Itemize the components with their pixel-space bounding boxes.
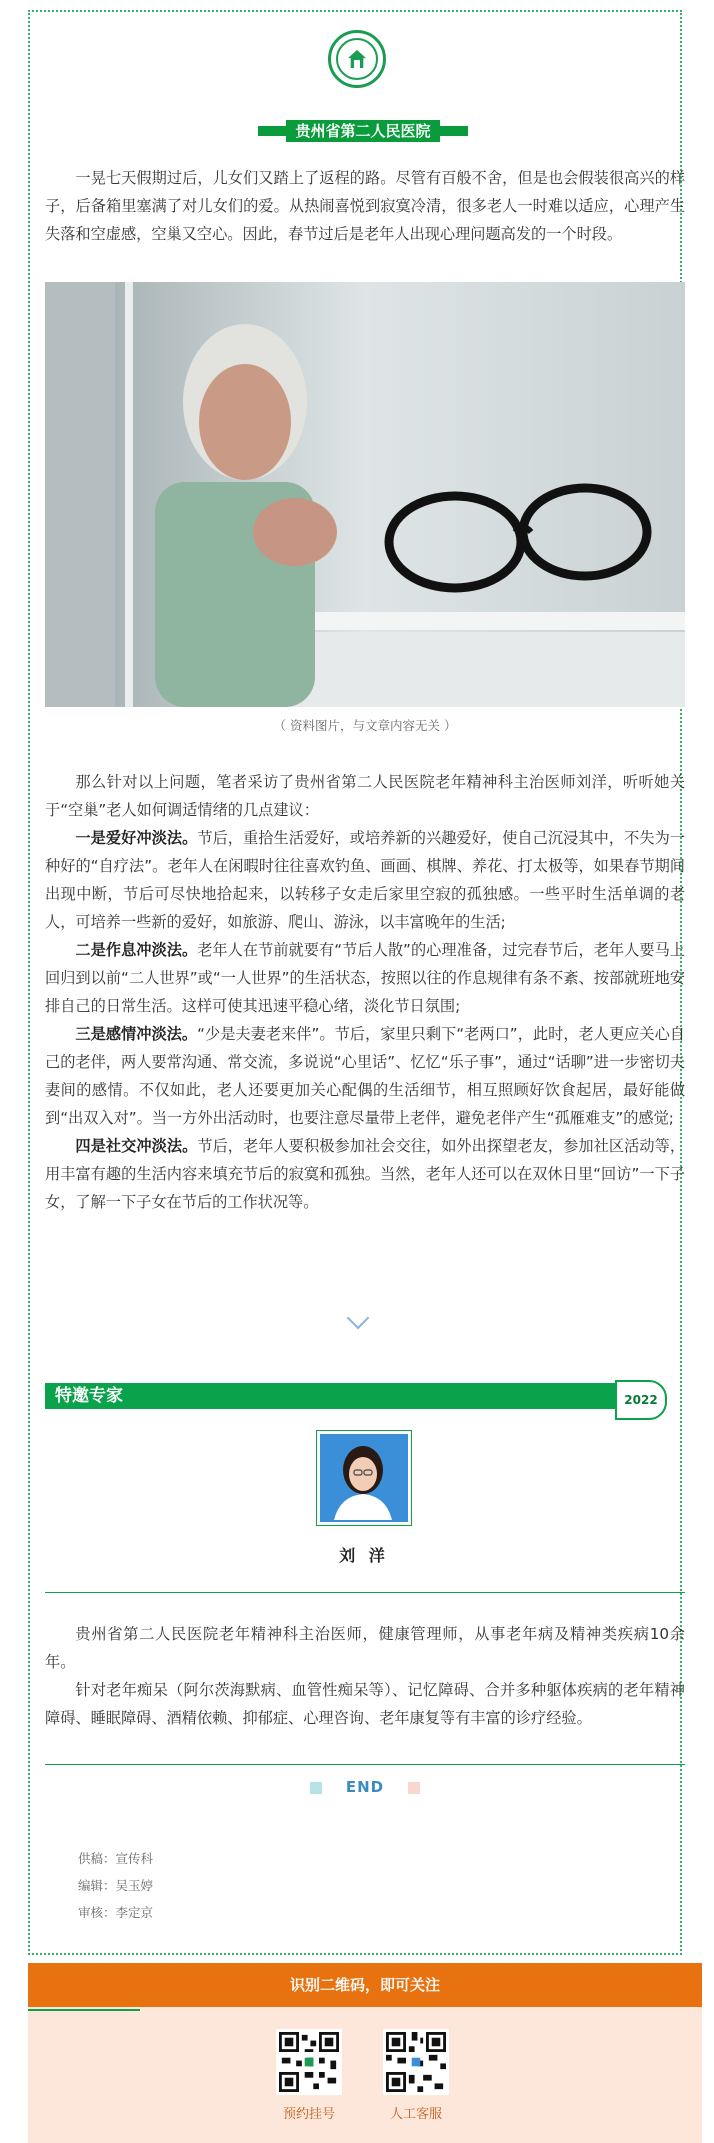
end-marker: [45, 1778, 685, 1802]
bio-paragraph-1: 贵州省第二人民医院老年精神科主治医师，健康管理师，从事老年病及精神类疾病10余年。: [45, 1625, 685, 1671]
tip-1-title: 一是爱好冲淡法。: [75, 829, 198, 847]
expert-bar-fill: [45, 1383, 625, 1409]
intro-paragraph: [45, 164, 685, 248]
expert-portrait: [320, 1434, 406, 1520]
tip-2: [45, 936, 685, 1020]
end-label: END: [345, 1778, 385, 1796]
article-body: [45, 768, 685, 1216]
bio-divider-top: [45, 1592, 685, 1593]
expert-section-label: 特邀专家: [55, 1386, 123, 1406]
expert-avatar-frame: [316, 1430, 412, 1526]
credits: [78, 1845, 153, 1926]
footer-accent-line: [28, 2009, 140, 2011]
footer-qr-area: [28, 2007, 702, 2143]
tip-3: [45, 1020, 685, 1132]
article-lead: 那么针对以上问题，笔者采访了贵州省第二人民医院老年精神科主治医师刘洋，听听她关于“空巢”老人如何调适情绪的几点建议：: [45, 773, 685, 819]
tip-1-text: 节后，重拾生活爱好，或培养新的兴趣爱好，使自己沉浸其中，不失为一种好的“自疗法”。老年人在闲暇时往往喜欢钓鱼、画画、棋牌、养花、打太极等，如果春节期间出现中断，节后可尽快地拾起来，以转移子女走后家里空寂的孤独感。一些平时生活单调的老人，可培养一些新的爱好，如旅游、爬山、游泳，以丰富晚年的生活;: [45, 829, 686, 931]
tip-2-text: 老年人在节前就要有“节后人散”的心理准备，过完春节后，老年人要马上回归到以前“二人世界”或“一人世界”的生活状态，按照以往的作息规律有条不紊、按部就班地安排自己的日常生活。这样可使其迅速平稳心绪，淡化节日氛围;: [45, 941, 685, 1015]
qr-right-label: 人工客服: [389, 2107, 442, 2122]
intro-text: 一晃七天假期过后，儿女们又踏上了返程的路。尽管有百般不舍，但是也会假装很高兴的样子，后备箱里塞满了对儿女们的爱。从热闹喜悦到寂寞冷清，很多老人一时难以适应，心理产生失落和空虚感，空巢又空心。因此，春节过后是老年人出现心理问题高发的一个时段。: [45, 169, 685, 243]
year-badge: 2022: [615, 1380, 667, 1420]
tip-4-title: 四是社交冲淡法。: [75, 1137, 198, 1155]
qr-code-service[interactable]: [383, 2029, 449, 2095]
bio-divider-bottom: [45, 1764, 685, 1765]
hospital-name: 贵州省第二人民医院: [286, 120, 440, 142]
hospital-logo: [328, 30, 386, 88]
expert-name: 刘 洋: [339, 1546, 389, 1565]
article-photo: [45, 282, 685, 707]
photo-caption: （ 资料图片，与文章内容无关 ）: [273, 718, 457, 733]
hospital-title: [258, 120, 468, 142]
tip-2-title: 二是作息冲淡法。: [75, 941, 198, 959]
tip-4-text: 节后，老年人要积极参加社会交往，如外出探望老友，参加社区活动等，用丰富有趣的生活内容来填充节后的寂寞和孤独。当然，老年人还可以在双休日里“回访”一下子女，了解一下子女在节后的工作状况等。: [45, 1137, 686, 1211]
expert-section-header: [45, 1380, 685, 1412]
qr-code-icon: [386, 2032, 446, 2092]
qr-code-appointment[interactable]: [276, 2029, 342, 2095]
elderly-woman-fridge-photo: [45, 282, 685, 707]
credit-review: 审核：李定京: [78, 1905, 154, 1920]
end-square-right: [408, 1782, 420, 1794]
title-bar-right: [434, 126, 468, 136]
end-square-left: [310, 1782, 322, 1794]
qr-code-icon: [279, 2032, 339, 2092]
tip-3-title: 三是感情冲淡法。: [75, 1025, 198, 1043]
logo-door: [354, 60, 360, 68]
credit-editor: 编辑：吴玉婷: [78, 1878, 154, 1893]
tip-1: [45, 824, 685, 936]
scan-prompt-bar: 识别二维码，即可关注: [28, 1963, 702, 2007]
expert-bio: [45, 1620, 685, 1732]
avatar: [320, 1434, 408, 1522]
credit-supply: 供稿：宣传科: [78, 1851, 154, 1866]
qr-left-label: 预约挂号: [282, 2107, 335, 2122]
tip-4: [45, 1132, 685, 1216]
tip-3-text: “少是夫妻老来伴”。节后，家里只剩下“老两口”，此时，老人更应关心自己的老伴，两人要常沟通、常交流，多说说“心里话”、忆忆“乐子事”，通过“话聊”进一步密切夫妻间的感情。不仅如此，老人还要更加关心配偶的生活细节，相互照顾好饮食起居，最好能做到“出双入对”。当一方外出活动时，也要注意尽量带上老伴，避免老伴产生“孤雁难支”的感觉;: [45, 1025, 685, 1127]
bio-paragraph-2: 针对老年痴呆（阿尔茨海默病、血管性痴呆等）、记忆障碍、合并多种躯体疾病的老年精神障碍、睡眠障碍、酒精依赖、抑郁症、心理咨询、老年康复等有丰富的诊疗经验。: [45, 1681, 685, 1727]
